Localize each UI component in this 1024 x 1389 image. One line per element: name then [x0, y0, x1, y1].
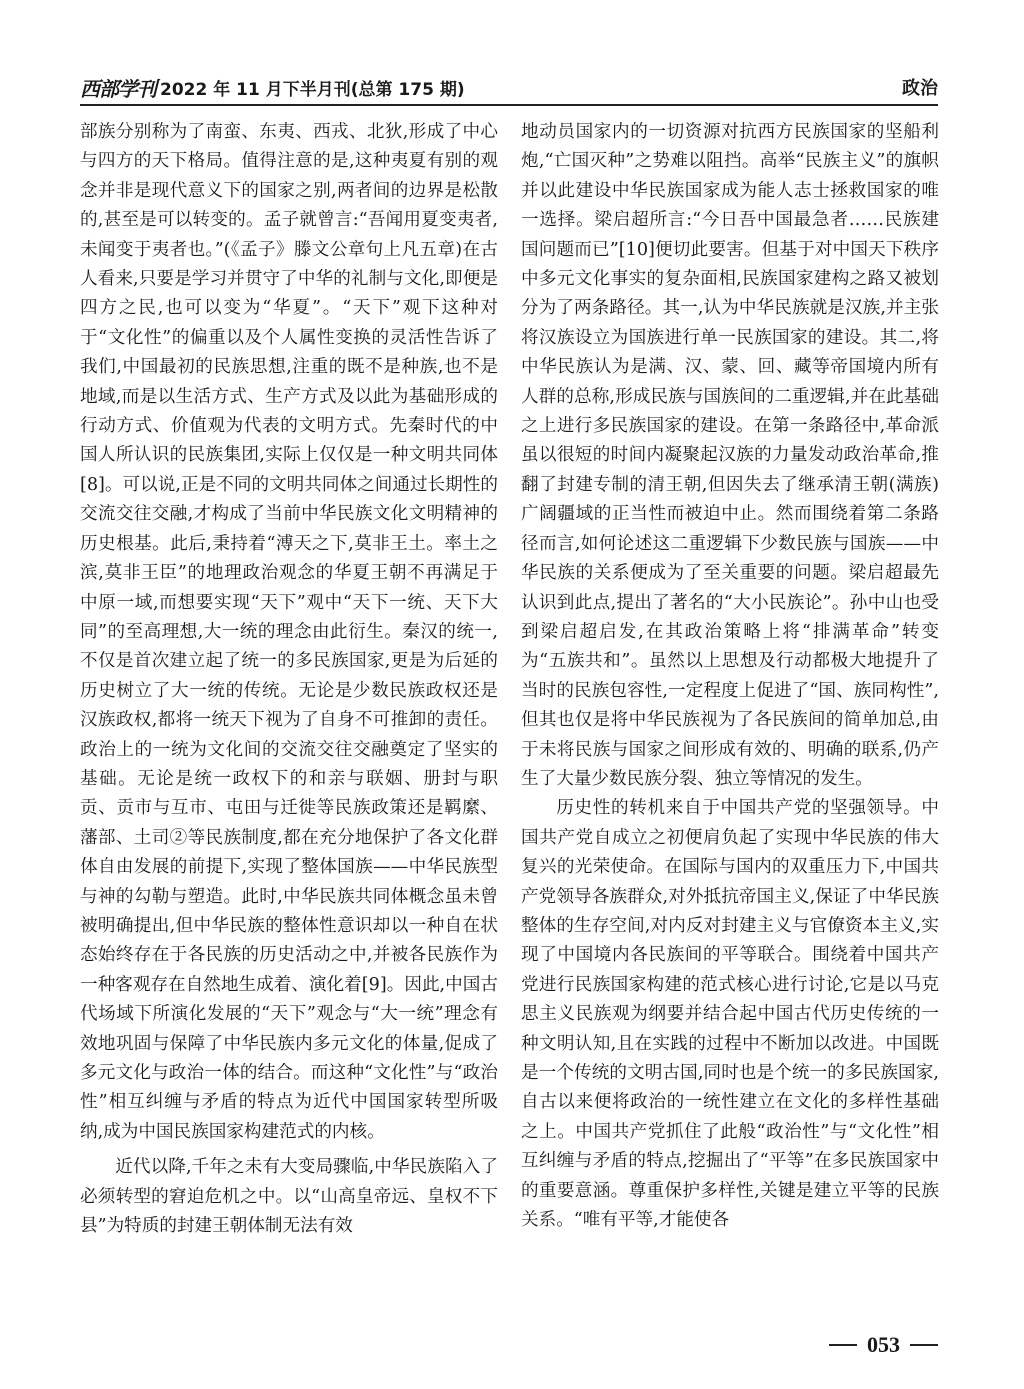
header-rule: [80, 104, 938, 106]
header-left: [80, 73, 465, 102]
page-footer: [829, 1332, 938, 1358]
page-number: 053: [867, 1332, 900, 1357]
footer-dash-right: [910, 1344, 938, 1346]
paragraph: 地动员国家内的一切资源对抗西方民族国家的坚船利炮,“亡国灭种”之势难以阻挡。高举“民族主义”的旗帜并以此建设中华民族国家成为能人志士拯救国家的唯一选择。梁启超所言:“今日吾中国最急者……民族建国问题而已”[10]便切此要害。但基于对中国天下秩序中多元文化事实的复杂面相,民族国家建构之路又被划分为了两条路径。其一,认为中华民族就是汉族,并主张将汉族设立为国族进行单一民族国家的建设。其二,将中华民族认为是满、汉、蒙、回、藏等帝国境内所有人群的总称,形成民族与国族间的二重逻辑,并在此基础之上进行多民族国家的建设。在第一条路径中,革命派虽以很短的时间内凝聚起汉族的力量发动政治革命,推翻了封建专制的清王朝,但因失去了继承清王朝(满族)广阔疆域的正当性而被迫中止。然而围绕着第二条路径而言,如何论述这二重逻辑下少数民族与国族——中华民族的关系便成为了至关重要的问题。梁启超最先认识到此点,提出了著名的“大小民族论”。孙中山也受到梁启超启发,在其政治策略上将“排满革命”转变为“五族共和”。虽然以上思想及行动都极大地提升了当时的民族包容性,一定程度上促进了“国、族同构性”,但其也仅是将中华民族视为了各民族间的简单加总,由于未将民族与国家之间形成有效的、明确的联系,仍产生了大量少数民族分裂、独立等情况的发生。: [521, 122, 939, 789]
right-column: [521, 118, 939, 1235]
paragraph: 历史性的转机来自于中国共产党的坚强领导。中国共产党自成立之初便肩负起了实现中华民族的伟大复兴的光荣使命。在国际与国内的双重压力下,中国共产党领导各族群众,对外抵抗帝国主义,保证了中华民族整体的生存空间,对内反对封建主义与官僚资本主义,实现了中国境内各民族间的平等联合。围绕着中国共产党进行民族国家构建的范式核心进行讨论,它是以马克思主义民族观为纲要并结合起中国古代历史传统的一种文明认知,且在实践的过程中不断加以改进。中国既是一个传统的文明古国,同时也是个统一的多民族国家,自古以来便将政治的一统性建立在文化的多样性基础之上。中国共产党抓住了此般“政治性”与“文化性”相互纠缠与矛盾的特点,挖掘出了“平等”在多民族国家中的重要意涵。尊重保护多样性,关键是建立平等的民族关系。“唯有平等,才能使各: [521, 798, 939, 1231]
journal-logo: 西部学刊: [80, 76, 156, 101]
section-title: 政治: [902, 78, 938, 99]
issue-info: 2022 年 11 月下半月刊(总第 175 期): [160, 79, 465, 100]
paragraph: 近代以降,千年之未有大变局骤临,中华民族陷入了必须转型的窘迫危机之中。以“山高皇帝远、皇权不下县”为特质的封建王朝体制无法有效: [80, 1157, 498, 1237]
footer-dash-left: [829, 1344, 857, 1346]
page-header: [80, 72, 938, 102]
paragraph: 部族分别称为了南蛮、东夷、西戎、北狄,形成了中心与四方的天下格局。值得注意的是,这种夷夏有别的观念并非是现代意义下的国家之别,两者间的边界是松散的,甚至是可以转变的。孟子就曾言:“吾闻用夏变夷者,未闻变于夷者也。”(《孟子》滕文公章句上凡五章)在古人看来,只要是学习并贯守了中华的礼制与文化,即便是四方之民,也可以变为“华夏”。“天下”观下这种对于“文化性”的偏重以及个人属性变换的灵活性告诉了我们,中国最初的民族思想,注重的既不是种族,也不是地域,而是以生活方式、生产方式及以此为基础形成的行动方式、价值观为代表的文明方式。先秦时代的中国人所认识的民族集团,实际上仅仅是一种文明共同体[8]。可以说,正是不同的文明共同体之间通过长期性的交流交往交融,才构成了当前中华民族文化文明精神的历史根基。此后,秉持着“溥天之下,莫非王土。率土之滨,莫非王臣”的地理政治观念的华夏王朝不再满足于中原一域,而想要实现“天下”观中“天下一统、天下大同”的至高理想,大一统的理念由此衍生。秦汉的统一,不仅是首次建立起了统一的多民族国家,更是为后延的历史树立了大一统的传统。无论是少数民族政权还是汉族政权,都将一统天下视为了自身不可推卸的责任。政治上的一统为文化间的交流交往交融奠定了坚实的基础。无论是统一政权下的和亲与联姻、册封与职贡、贡市与互市、屯田与迁徙等民族政策还是羁縻、藩部、土司②等民族制度,都在充分地保护了各文化群体自由发展的前提下,实现了整体国族——中华民族型与神的勾勒与塑造。此时,中华民族共同体概念虽未曾被明确提出,但中华民族的整体性意识却以一种自在状态始终存在于各民族的历史活动之中,并被各民族作为一种客观存在自然地生成着、演化着[9]。因此,中国古代场域下所演化发展的“天下”观念与“大一统”理念有效地巩固与保障了中华民族内多元文化的体量,促成了多元文化与政治一体的结合。而这种“文化性”与“政治性”相互纠缠与矛盾的特点为近代中国国家转型所吸纳,成为中国民族国家构建范式的内核。: [80, 122, 498, 1142]
left-column: [80, 118, 498, 1241]
